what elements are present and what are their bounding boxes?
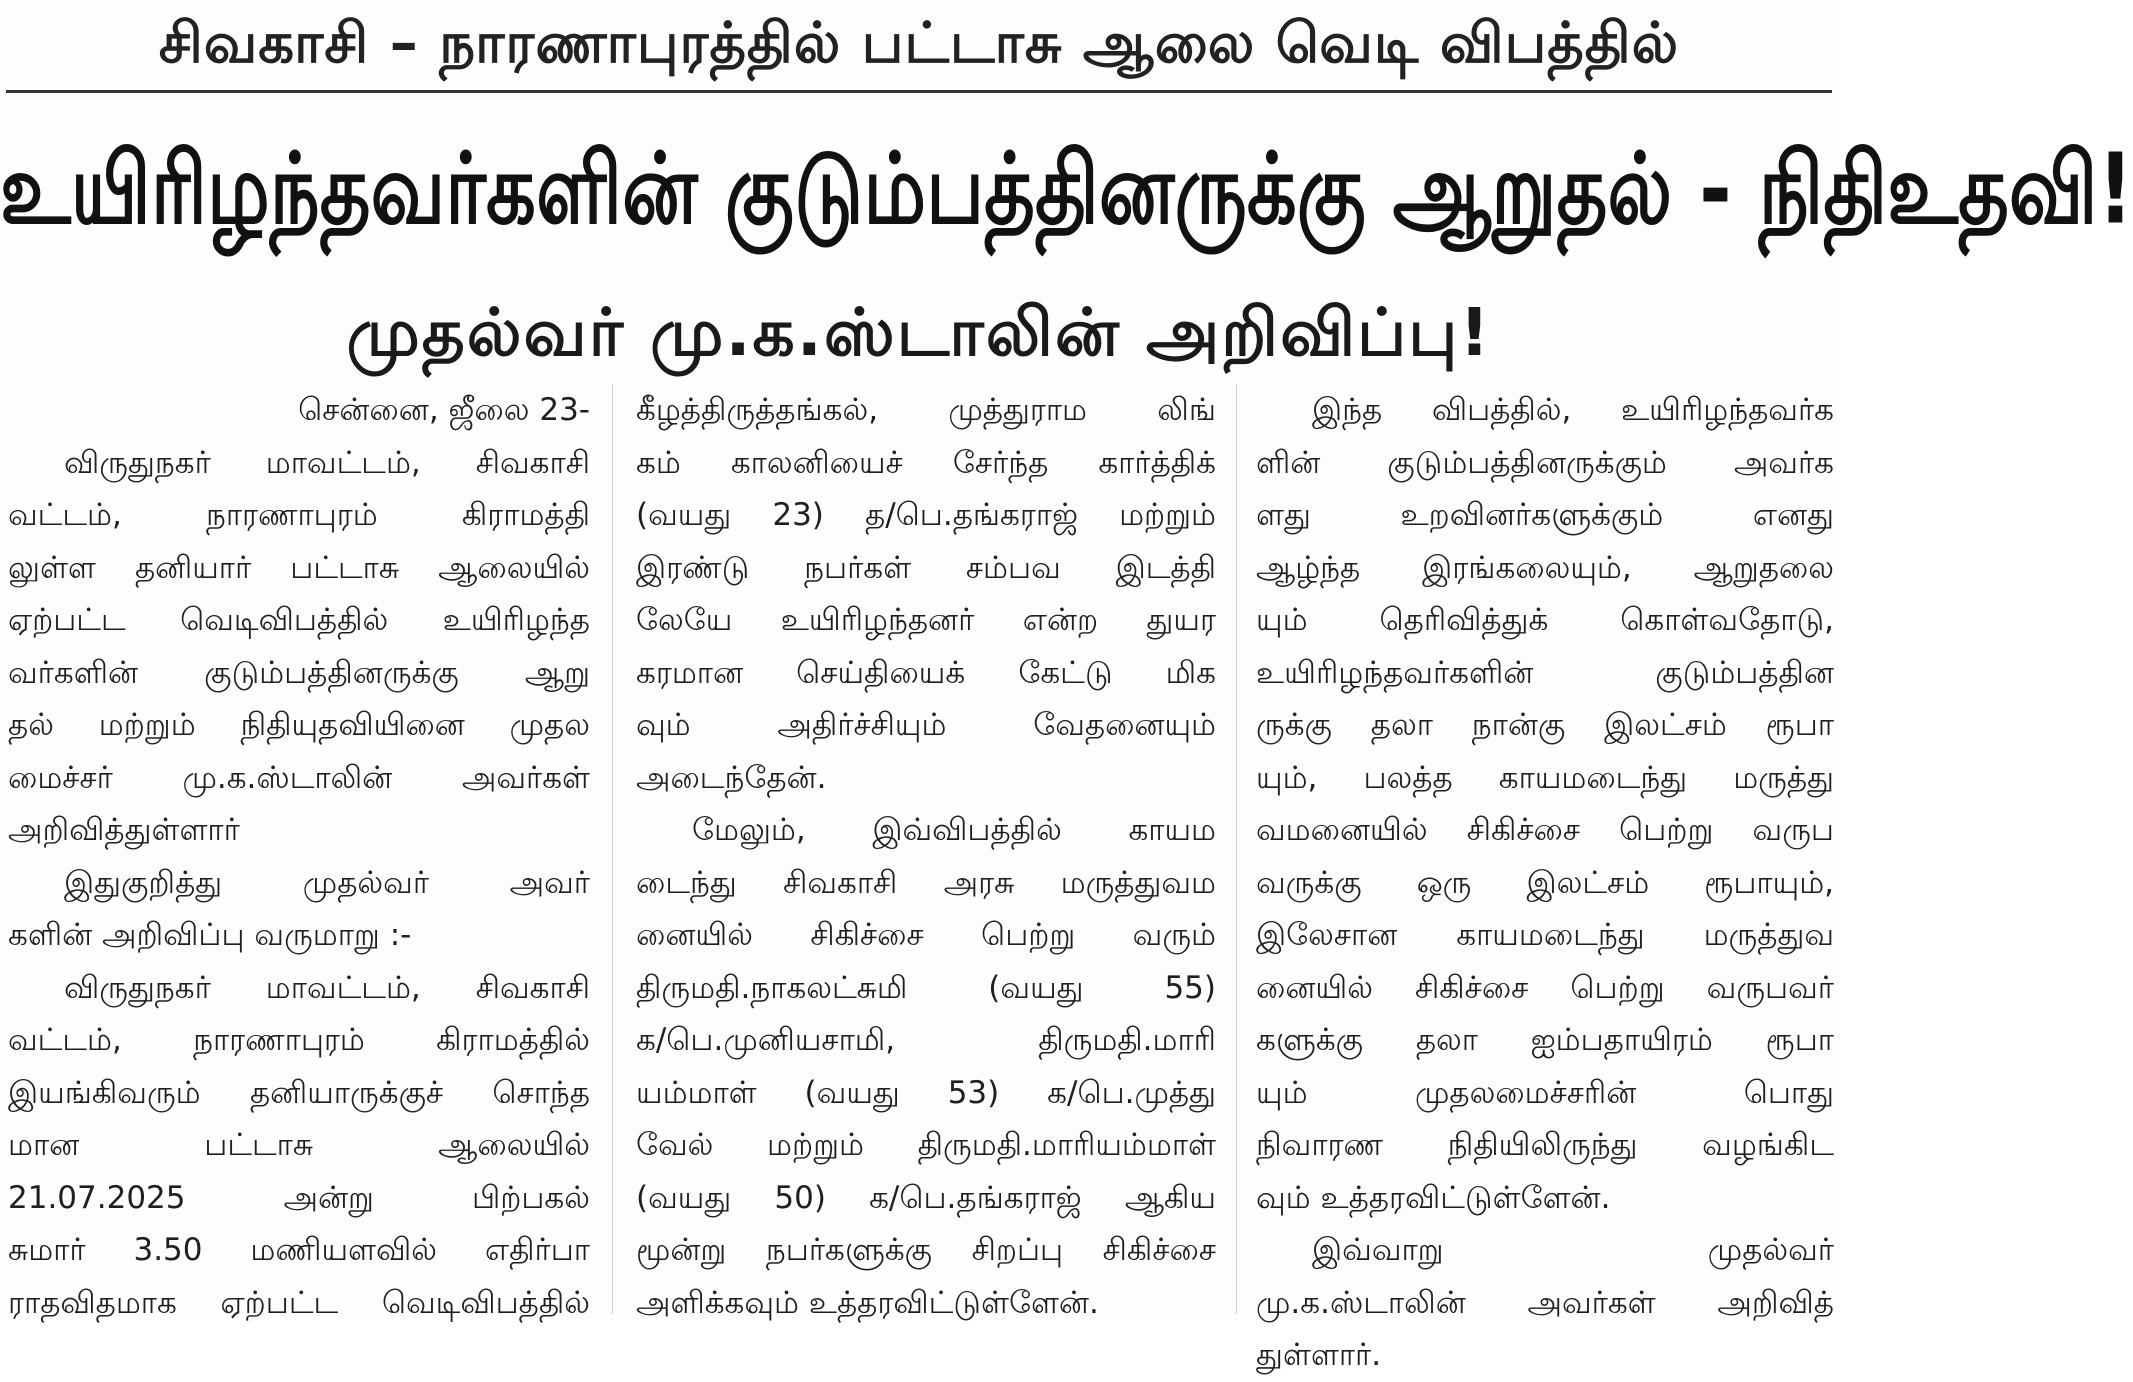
body-line: (வயது 23) த/பெ.தங்கராஜ் மற்றும் xyxy=(636,497,1216,533)
body-line: இதுகுறித்து முதல்வர் அவர் xyxy=(64,864,590,901)
body-line: ஏற்பட்ட வெடிவிபத்தில் உயிரிழந்த xyxy=(8,602,590,638)
body-line: க/பெ.முனியசாமி, திருமதி.மாரி xyxy=(636,1022,1216,1058)
body-line: ளது உறவினர்களுக்கும் எனது xyxy=(1256,497,1834,533)
body-line: இலேசான காயமடைந்து மருத்துவ xyxy=(1256,917,1834,953)
body-line: வும் அதிர்ச்சியும் வேதனையும் xyxy=(636,707,1216,743)
dateline: சென்னை, ஜீலை 23- xyxy=(298,392,590,428)
body-line: னையில் சிகிச்சை பெற்று வருபவர் xyxy=(1256,969,1834,1006)
body-line: வேல் மற்றும் திருமதி.மாரியம்மாள் xyxy=(636,1127,1216,1163)
body-line: ஆழ்ந்த இரங்கலையும், ஆறுதலை xyxy=(1256,549,1834,586)
body-line: 21.07.2025 அன்று பிற்பகல் xyxy=(8,1179,590,1216)
body-line: வட்டம், நாரணாபுரம் கிராமத்தில் xyxy=(8,1022,590,1058)
body-line: ருக்கு தலா நான்கு இலட்சம் ரூபா xyxy=(1256,707,1834,743)
body-line: வட்டம், நாரணாபுரம் கிராமத்தி xyxy=(8,497,590,533)
body-line: மூன்று நபர்களுக்கு சிறப்பு சிகிச்சை xyxy=(636,1232,1216,1268)
body-line: அடைந்தேன். xyxy=(636,759,827,796)
body-line: அளிக்கவும் உத்தரவிட்டுள்ளேன். xyxy=(636,1284,1099,1321)
kicker-divider xyxy=(6,90,1832,93)
body-line: (வயது 50) க/பெ.தங்கராஜ் ஆகிய xyxy=(636,1179,1216,1216)
body-line: இயங்கிவரும் தனியாருக்குச் சொந்த xyxy=(8,1074,590,1111)
body-line: இவ்வாறு முதல்வர் xyxy=(1312,1232,1834,1268)
body-line: வமனையில் சிகிச்சை பெற்று வருப xyxy=(1256,812,1834,848)
body-line: லேயே உயிரிழந்தனர் என்ற துயர xyxy=(636,602,1216,638)
column-divider xyxy=(1236,384,1237,1314)
article-column-2 xyxy=(636,384,1216,1329)
body-line: ளின் குடும்பத்தினருக்கும் அவர்க xyxy=(1256,444,1834,481)
body-line: நிவாரண நிதியிலிருந்து வழங்கிட xyxy=(1256,1127,1834,1163)
body-line: யும் தெரிவித்துக் கொள்வதோடு, xyxy=(1256,602,1834,638)
body-line: களுக்கு தலா ஐம்பதாயிரம் ரூபா xyxy=(1256,1022,1834,1058)
subheadline: முதல்வர் மு.க.ஸ்டாலின் அறிவிப்பு! xyxy=(346,294,1492,371)
body-line: தல் மற்றும் நிதியுதவியினை முதல xyxy=(8,707,590,743)
body-line: யம்மாள் (வயது 53) க/பெ.முத்து xyxy=(636,1074,1216,1111)
body-line: யும் முதலமைச்சரின் பொது xyxy=(1256,1074,1834,1111)
body-line: மு.க.ஸ்டாலின் அவர்கள் அறிவித் xyxy=(1256,1284,1834,1321)
body-line: இரண்டு நபர்கள் சம்பவ இடத்தி xyxy=(636,549,1216,586)
kicker-headline: சிவகாசி – நாரணாபுரத்தில் பட்டாசு ஆலை வெடி விபத்தில் xyxy=(158,11,1680,76)
body-line: னையில் சிகிச்சை பெற்று வரும் xyxy=(636,917,1216,953)
body-line: லுள்ள தனியார் பட்டாசு ஆலையில் xyxy=(8,549,590,586)
body-line: கரமான செய்தியைக் கேட்டு மிக xyxy=(636,654,1216,691)
body-line: திருமதி.நாகலட்சுமி (வயது 55) xyxy=(636,969,1216,1006)
body-line: விருதுநகர் மாவட்டம், சிவகாசி xyxy=(64,969,590,1006)
body-line: சுமார் 3.50 மணியளவில் எதிர்பா xyxy=(8,1232,590,1268)
body-line: யும், பலத்த காயமடைந்து மருத்து xyxy=(1256,759,1834,796)
body-line: கீழத்திருத்தங்கல், முத்துராம லிங் xyxy=(636,392,1216,428)
article-column-3 xyxy=(1256,384,1834,1382)
body-line: டைந்து சிவகாசி அரசு மருத்துவம xyxy=(636,864,1216,901)
body-line: மைச்சர் மு.க.ஸ்டாலின் அவர்கள் xyxy=(8,759,590,796)
body-line: அறிவித்துள்ளார் xyxy=(8,812,240,848)
body-line: இந்த விபத்தில், உயிரிழந்தவர்க xyxy=(1312,392,1834,428)
body-line: மேலும், இவ்விபத்தில் காயம xyxy=(692,812,1216,848)
body-line: வும் உத்தரவிட்டுள்ளேன். xyxy=(1256,1179,1611,1216)
body-line: வர்களின் குடும்பத்தினருக்கு ஆறு xyxy=(8,654,590,691)
body-line: விருதுநகர் மாவட்டம், சிவகாசி xyxy=(64,444,590,481)
article-column-1 xyxy=(8,384,590,1329)
column-divider xyxy=(612,384,613,1314)
body-line: கம் காலனியைச் சேர்ந்த கார்த்திக் xyxy=(636,444,1216,481)
body-line: உயிரிழந்தவர்களின் குடும்பத்தின xyxy=(1256,654,1834,691)
body-line: மான பட்டாசு ஆலையில் xyxy=(8,1127,590,1163)
body-line: களின் அறிவிப்பு வருமாறு :- xyxy=(8,917,412,953)
body-line: துள்ளார். xyxy=(1256,1337,1382,1373)
main-headline: உயிரிழந்தவர்களின் குடும்பத்தினருக்கு ஆறுதல் - நிதிஉதவி! xyxy=(0,133,2133,247)
body-line: ராதவிதமாக ஏற்பட்ட வெடிவிபத்தில் xyxy=(8,1284,590,1321)
body-line: வருக்கு ஒரு இலட்சம் ரூபாயும், xyxy=(1256,864,1834,901)
